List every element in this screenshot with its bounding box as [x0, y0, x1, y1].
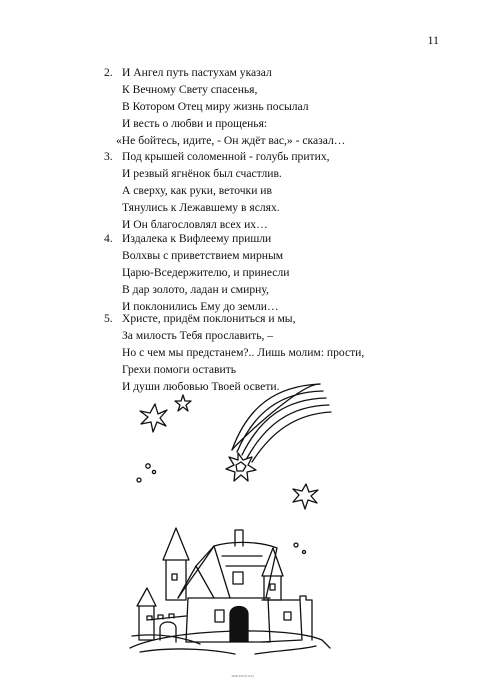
poem-line: Грехи помоги оставить [122, 363, 237, 376]
poem-line: Издалека к Вифлеему пришли [122, 232, 272, 245]
door [230, 607, 248, 643]
window [233, 572, 243, 584]
poem-line: К Вечному Свету спасенья, [122, 83, 258, 96]
main-house [186, 598, 270, 642]
stanza-number: 2. [104, 66, 113, 79]
comet-tail [232, 384, 320, 450]
poem-line: В дар золото, ладан и смирну, [122, 283, 269, 296]
poem-line: Христе, придём поклониться и мы, [122, 312, 296, 325]
poem-line: «Не бойтесь, идите, - Он ждёт вас,» - сказал… [116, 134, 346, 147]
comet-tail [247, 405, 329, 458]
stanza-number: 3. [104, 150, 113, 163]
poem-line: В Котором Отец миру жизнь посылал [122, 100, 309, 113]
poem-line: И поклонились Ему до земли… [122, 300, 279, 313]
page-number: 11 [427, 33, 439, 47]
poem-line: И резвый ягнёнок был счастлив. [122, 167, 282, 180]
poem-line: Царю-Вседержителю, и принесли [122, 266, 290, 279]
right-tower [262, 548, 283, 576]
poem-line: Волхвы с приветствием мирным [122, 249, 284, 262]
star-icon [175, 395, 191, 411]
poem-line: Но с чем мы предстанем?.. Лишь молим: прости, [122, 346, 365, 359]
poem-line: И Он благословлял всех их… [122, 218, 268, 231]
poem-line: И весть о любви и прощенья: [122, 117, 268, 130]
window [215, 610, 224, 622]
footer-imprint: ЖЖ.МЗ (8116) [231, 674, 254, 678]
stanza-number: 4. [104, 232, 113, 245]
stanza-number: 5. [104, 312, 113, 325]
comet-star-icon [226, 453, 256, 481]
comet-tail [232, 384, 320, 450]
star-icon [140, 404, 167, 432]
poem-line: А сверху, как руки, веточки ив [122, 184, 272, 197]
poem-line: И Ангел путь пастухам указал [122, 66, 272, 79]
poem-line: Под крышей соломенной - голубь притих, [122, 150, 330, 163]
comet-tail [237, 391, 323, 452]
poem-line: И души любовью Твоей освети. [122, 380, 280, 393]
star-icon [293, 484, 318, 509]
left-tower [163, 528, 189, 560]
poem-line: Тянулись к Лежавшему в яслях. [122, 201, 280, 214]
poem-line: За милость Тебя прославить, – [122, 329, 274, 342]
